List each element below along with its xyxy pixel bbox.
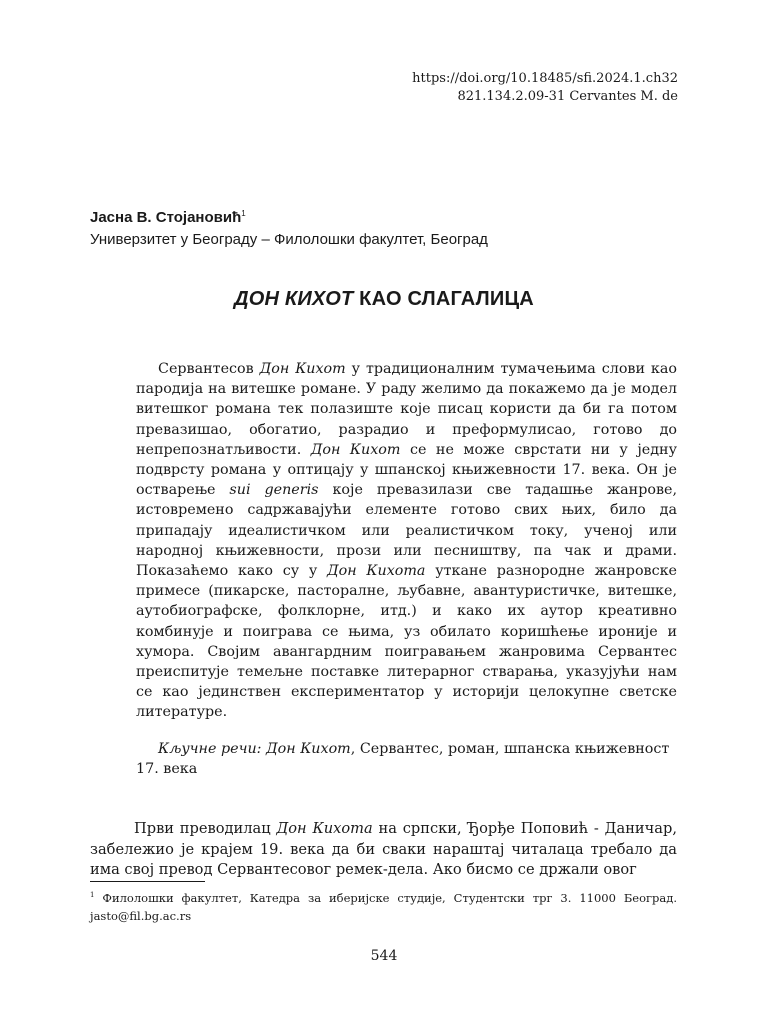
- body-italic: Дон Кихота: [276, 820, 373, 837]
- keywords-list: , Сервантес, роман, шпанска књижевност 17. века: [136, 741, 670, 778]
- doi-link[interactable]: https://doi.org/10.18485/sfi.2024.1.ch32: [412, 71, 678, 86]
- abstract-text: Сервантесов: [158, 361, 260, 377]
- author-footnote-mark[interactable]: 1: [241, 209, 246, 218]
- keywords: [136, 739, 677, 779]
- body-paragraph: [90, 819, 677, 881]
- abstract-text: се не може сврстати ни у једну подврсту романа у оптицају у шпанској књижевности 17. века. Он је остварење: [136, 441, 677, 499]
- body-text-run: на српски, Ђорђе Поповић - Даничар, забележио је крајем 19. века да би сваки нараштај читалаца требало да има свој превод Сервантесовог ремек-дела. Ако бисмо се држали овог: [90, 820, 677, 878]
- paper-title: [0, 288, 768, 311]
- abstract-italic: Дон Кихот: [259, 361, 346, 377]
- author-block: [90, 203, 488, 251]
- abstract: [136, 359, 677, 723]
- title-italic: ДОН КИХОТ: [234, 288, 354, 310]
- abstract-italic: sui generis: [229, 482, 319, 499]
- udc-code: 821.134.2.09-31 Cervantes M. de: [457, 89, 678, 104]
- title-rest: КАО СЛАГАЛИЦА: [353, 288, 534, 310]
- body-text-run: Први преводилац: [134, 820, 277, 837]
- keywords-label: Кључне речи: Дон Кихот: [158, 741, 351, 757]
- abstract-italic: Дон Кихот: [310, 441, 401, 458]
- abstract-text: у традиционалним тумачењима слови као пародија на витешке романе. У раду желимо да покажемо да је модел витешког романа тек полазиште које писац користи да би га потом превазишао, обогатио, разрадио и преформулисао, готово до непрепознатљивости.: [136, 361, 678, 458]
- footnote-text: Филолошки факултет, Катедра за иберијске студије, Студентски трг 3. 11000 Београд. jasto@fil.bg.ac.rs: [90, 890, 677, 923]
- footnote-divider: [90, 881, 205, 882]
- abstract-text: уткане разнородне жанровске примесе (пикарске, пасторалне, љубавне, авантуристичке, витешке, аутобиографске, фолклорне, итд.) и како их аутор креативно комбинује и поиграва се њима, уз обилато коришћење ироније и хумора. Својим авангардним поигравањем жанровима Сервантес преиспитује темељне поставке литерарног стварања, указујући нам се као јединствен експериментатор у историји целокупне светске литературе.: [136, 563, 678, 721]
- author-name-text: Јасна В. Стојановић: [90, 209, 242, 226]
- body-text: [90, 819, 677, 881]
- author-name: [90, 203, 488, 229]
- footnote: [90, 886, 677, 925]
- page-number: 544: [370, 948, 398, 964]
- doi-block: [412, 70, 678, 106]
- abstract-text: које превазилази све тадашње жанрове, истовремено садржавајући елементе готово свих њих, било да припадају идеалистичком или реалистичком току, ученој или народној књижевности, прози или песништву, па чак и драми. Показаћемо како су у: [136, 482, 678, 580]
- abstract-italic: Дон Кихота: [327, 563, 426, 580]
- abstract-paragraph: [136, 359, 677, 723]
- footnote-mark: 1: [90, 891, 95, 899]
- author-affiliation: Универзитет у Београду – Филолошки факултет, Београд: [90, 231, 488, 248]
